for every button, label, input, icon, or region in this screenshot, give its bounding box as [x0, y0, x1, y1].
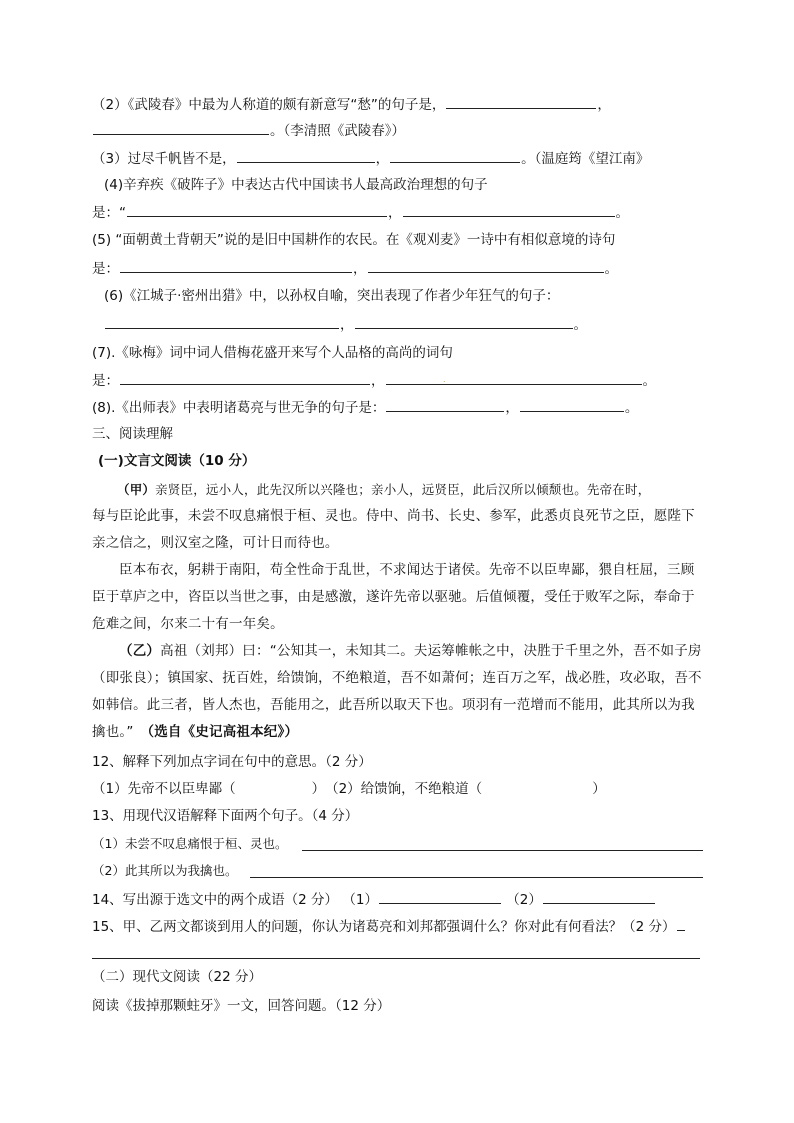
punct: ，	[597, 97, 611, 113]
answer-line[interactable]	[302, 850, 703, 851]
lead-text: 是：“	[92, 205, 126, 221]
answer-blank[interactable]	[355, 314, 573, 329]
fill-question-3	[92, 148, 649, 169]
question-13: 13、用现代汉语解释下面两个句子。（4 分）	[92, 808, 359, 824]
question-text: (4)辛弃疾《破阵子》中表达古代中国读书人最高政治理想的句子	[104, 177, 488, 193]
fill-question-7-cont	[92, 370, 656, 391]
fill-question-8	[92, 397, 638, 418]
answer-blank[interactable]	[105, 314, 339, 329]
yi-label: （乙）	[119, 643, 161, 659]
answer-blank[interactable]	[543, 889, 655, 904]
classical-text-jia-cont	[92, 476, 704, 746]
answer-blank[interactable]	[677, 916, 685, 931]
fill-question-2	[92, 94, 611, 115]
jia-paragraph-2: 臣本布衣，躬耕于南阳，苟全性命于乱世，不求闻达于诸侯。先帝不以臣卑鄙，猥自枉屈，三顾臣于草庐之中，咨臣以当世之事，由是感激，遂许先帝以驱驰。后值倾覆，受任于败军之际，奉命于危难之间，尔来二十有一年矣。	[92, 562, 695, 632]
question-text: （2）《武陵春》中最为人称道的颇有新意写“愁”的句子是，	[92, 97, 446, 113]
fill-question-6-cont	[104, 314, 587, 335]
question-13-a: （1）未尝不叹息痛恨于桓、灵也。	[92, 836, 288, 851]
q14-title: 14、写出源于选文中的两个成语（2 分）	[92, 892, 339, 908]
punct: 。	[521, 151, 535, 167]
paren-close: ）	[311, 781, 319, 797]
jia-text-a: 亲贤臣，远小人，此先汉所以兴隆也；亲小人，远贤臣，此后汉所以倾颓也。先帝在时，	[155, 482, 651, 497]
punct: 。	[615, 205, 629, 221]
punct: ，	[371, 373, 385, 389]
answer-blank[interactable]	[379, 889, 501, 904]
lead-text: 是：	[92, 261, 119, 277]
answer-blank[interactable]	[386, 397, 504, 412]
q15-text: 15、甲、乙两文都谈到用人的问题，你认为诸葛亮和刘邦都强调什么？你对此有何看法？（2 分）	[92, 919, 676, 935]
subsection-heading-2: （二）现代文阅读（22 分）	[92, 969, 262, 985]
punct: ，	[353, 261, 367, 277]
q14-b: （2）	[506, 892, 542, 908]
q12-part-a: （1）先帝不以臣卑鄙（	[92, 781, 236, 797]
punct: 。	[573, 317, 587, 333]
punct: ，	[375, 151, 390, 167]
paren-close: ）	[592, 781, 606, 797]
punct: 。	[604, 261, 618, 277]
answer-line[interactable]	[92, 958, 700, 959]
fill-question-2-cont	[92, 120, 405, 141]
punct: 。	[270, 123, 284, 139]
question-12-answers	[92, 779, 606, 799]
answer-blank[interactable]	[127, 202, 387, 217]
punct: ，	[340, 317, 354, 333]
answer-blank[interactable]	[386, 370, 642, 385]
lead-text: 是：	[92, 373, 119, 389]
reading-prompt: 阅读《拔掉那颗蛀牙》一文，回答问题。（12 分）	[92, 998, 391, 1014]
fill-question-4	[104, 175, 488, 195]
question-text: (8).《出师表》中表明诸葛亮与世无争的句子是：	[92, 400, 386, 416]
punct: ，	[388, 205, 402, 221]
answer-blank[interactable]	[390, 148, 520, 163]
punct: 。	[624, 400, 639, 416]
jia-paragraph-1-cont: 每与臣论此事，未尝不叹息痛恨于桓、灵也。侍中、尚书、长史、参军，此悉贞良死节之臣，愿陛下亲之信之，则汉室之隆，可计日而待也。	[92, 508, 695, 551]
yi-paragraph	[92, 638, 704, 746]
answer-blank[interactable]	[403, 202, 615, 217]
punct: ，	[505, 400, 519, 416]
answer-blank[interactable]	[120, 370, 370, 385]
q14-a: （1）	[342, 892, 378, 908]
question-12: 12、解释下列加点字词在句中的意思。（2 分）	[92, 754, 372, 770]
fill-question-7	[92, 343, 453, 363]
question-text: (5) “面朝黄土背朝天”说的是旧中国耕作的农民。在《观刈麦》一诗中有相似意境的诗句	[92, 232, 616, 248]
answer-line[interactable]	[250, 877, 703, 878]
source-note: （李清照《武陵春》）	[283, 123, 405, 139]
subsection-heading: (一)文言文阅读（10 分）	[98, 453, 256, 469]
question-text: （3）过尽千帆皆不是，	[92, 151, 236, 167]
yi-source: （选自《史记高祖本纪》）	[147, 724, 299, 740]
question-15	[92, 916, 686, 937]
answer-blank[interactable]	[520, 397, 624, 412]
fill-question-6	[104, 286, 559, 306]
fill-question-5	[92, 230, 615, 250]
question-13-b: （2）此其所以为我擒也。	[92, 863, 238, 878]
source-note: （温庭筠《望江南》	[534, 151, 650, 167]
answer-blank[interactable]	[120, 258, 352, 273]
fill-question-4-cont	[92, 202, 629, 223]
answer-blank[interactable]	[93, 120, 269, 135]
question-text: (6)《江城子·密州出猎》中，以孙权自喻，突出表现了作者少年狂气的句子：	[104, 288, 560, 304]
punct: 。	[642, 373, 656, 389]
section-heading: 三、阅读理解	[92, 426, 173, 442]
q12-part-b: （2）给馈饷，不绝粮道（	[331, 781, 483, 797]
stray-dot: .	[443, 375, 446, 384]
answer-blank[interactable]	[446, 94, 596, 109]
question-text: (7).《咏梅》词中词人借梅花盛开来写个人品格的高尚的词句	[92, 345, 453, 361]
fill-question-5-cont	[92, 258, 618, 279]
answer-blank[interactable]	[368, 258, 604, 273]
yi-text: 高祖（刘邦）曰：“公知其一，未知其二。夫运筹帷帐之中，决胜于千里之外，吾不如子房（即张良）；镇国家、抚百姓，给馈饷，不绝粮道，吾不如萧何；连百万之军，战必胜，攻必取，吾不如韩信。此三者，皆人杰也，吾能用之，此吾所以取天下也。项羽有一范增而不能用，此其所以为我擒也。”	[92, 643, 702, 740]
question-14	[92, 889, 656, 910]
jia-label: （甲）	[117, 482, 156, 497]
answer-blank[interactable]	[237, 148, 375, 163]
